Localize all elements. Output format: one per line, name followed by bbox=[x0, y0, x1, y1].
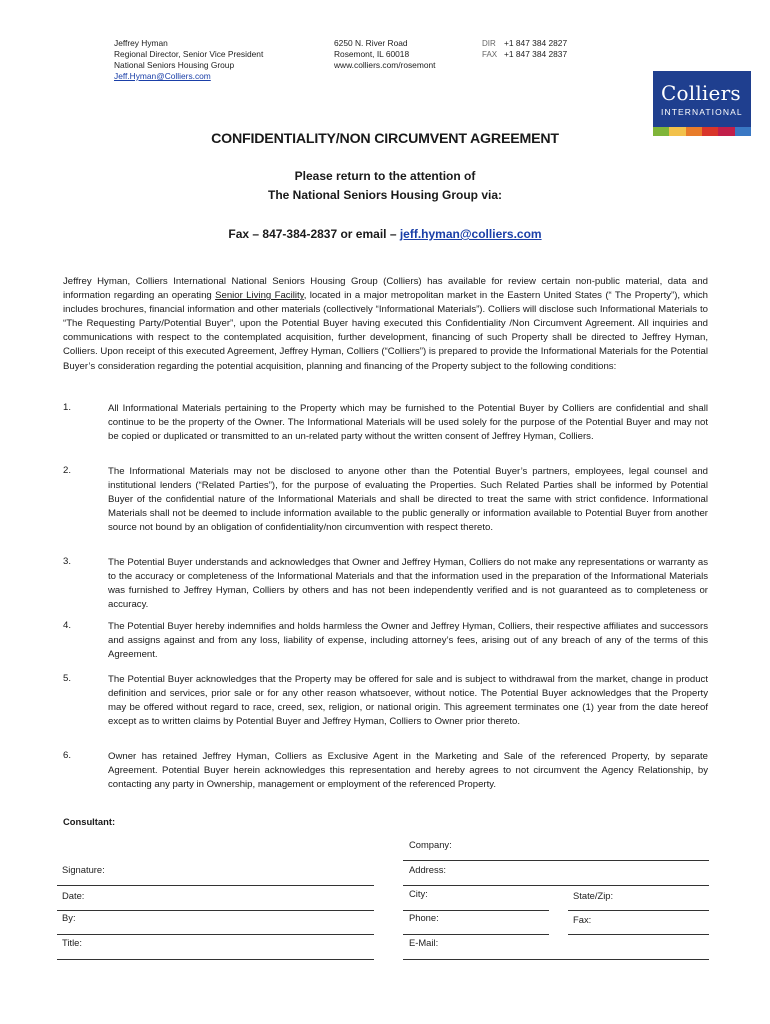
fax-field[interactable] bbox=[568, 934, 709, 935]
contact-email-link[interactable]: jeff.hyman@colliers.com bbox=[399, 227, 542, 241]
dir-label: DIR bbox=[482, 39, 496, 48]
city-label: City: bbox=[409, 888, 428, 899]
date-label: Date: bbox=[62, 890, 85, 901]
fax-label: FAX bbox=[482, 50, 498, 59]
clause-number: 3. bbox=[63, 556, 72, 567]
state-zip-field[interactable] bbox=[568, 910, 709, 911]
clause-number: 2. bbox=[63, 465, 72, 476]
address-field[interactable] bbox=[403, 885, 709, 886]
company-field[interactable] bbox=[403, 860, 709, 861]
sender-group: National Seniors Housing Group bbox=[114, 60, 235, 70]
phone-label: Phone: bbox=[409, 912, 439, 923]
contact-prefix: Fax – 847-384-2837 or email – bbox=[228, 227, 400, 241]
colliers-logo bbox=[653, 71, 751, 136]
contact-line bbox=[0, 227, 770, 241]
sender-position: Regional Director, Senior Vice President bbox=[114, 49, 264, 59]
address-label: Address: bbox=[409, 864, 446, 875]
clause-text: Owner has retained Jeffrey Hyman, Colliers as Exclusive Agent in the Marketing and Sale of the referenced Property, by separate Agreement. Potential Buyer herein acknowledges this representation and hereby agrees to not circumvent the Agency Relationship, by contacting any party in Ownership, management or employment of the referenced Property. bbox=[108, 751, 708, 791]
document-title: CONFIDENTIALITY/NON CIRCUMVENT AGREEMENT bbox=[211, 131, 559, 147]
office-address bbox=[334, 38, 484, 71]
address-line-1: 6250 N. River Road bbox=[334, 38, 408, 48]
dir-number: +1 847 384 2827 bbox=[504, 38, 568, 48]
sender-info bbox=[114, 38, 314, 82]
email-field[interactable] bbox=[403, 959, 709, 960]
state-zip-label: State/Zip: bbox=[573, 890, 614, 901]
intro-text-1: Jeffrey Hyman, Colliers International National Seniors Housing Group (Colliers) has available for review certain non-public material, data and information regarding an operating bbox=[63, 276, 708, 302]
city-field[interactable] bbox=[403, 910, 549, 911]
email-label: E-Mail: bbox=[409, 937, 439, 948]
clause-number: 6. bbox=[63, 750, 72, 761]
clause-number: 5. bbox=[63, 673, 72, 684]
fax-label: Fax: bbox=[573, 914, 592, 925]
title-field[interactable] bbox=[57, 959, 374, 960]
phone-field[interactable] bbox=[403, 934, 549, 935]
fax-number: +1 847 384 2837 bbox=[504, 49, 568, 59]
clause-text: The Potential Buyer understands and acknowledges that Owner and Jeffrey Hyman, Colliers do not make any representations or warranty as to the accuracy or completeness of the Informational Materials and that the information used in the preparation of the Informational Materials was furnished to Jeffrey Hyman, Colliers by others and has not been independently verified and is not guaranteed as to completeness or accuracy. bbox=[108, 557, 708, 611]
intro-underlined: Senior Living Facility bbox=[215, 290, 304, 302]
clause-text: The Potential Buyer hereby indemnifies and holds harmless the Owner and Jeffrey Hyman, Colliers, their respective affiliates and successors and assigns against and from any loss, liability of expense, including attorney’s fees, arising out of any breach of any of the terms of this Agreement. bbox=[108, 621, 708, 661]
return-line-2: The National Seniors Housing Group via: bbox=[267, 188, 503, 202]
by-field[interactable] bbox=[57, 934, 374, 935]
address-line-2: Rosemont, IL 60018 bbox=[334, 49, 410, 59]
phone-info bbox=[482, 38, 592, 60]
return-line-1: Please return to the attention of bbox=[294, 169, 476, 183]
signature-field[interactable] bbox=[57, 885, 374, 886]
clause-text: The Potential Buyer acknowledges that the Property may be offered for sale and is subject to withdrawal from the market, change in product definition and services, prior sale or for any other reason whatsoever, without notice. The Potential Buyer acknowledges that the Property may be offered without regard to race, creed, sex, religion, or national origin. This agreement terminates one (1) year from the date hereof except as to written claims by Potential Buyer and Jeffrey Hyman, Colliers to Owner prior thereto. bbox=[108, 674, 708, 728]
date-field[interactable] bbox=[57, 910, 374, 911]
clause-text: All Informational Materials pertaining to the Property which may be furnished to the Potential Buyer by Colliers are confidential and shall continue to be the property of the Owner. The Informational Materials will be used solely for the purpose of the Potential Buyer and may not be copied or duplicated or transmitted to an un-related party without the written consent of Jeffrey Hyman, Colliers. bbox=[108, 403, 708, 443]
logo-word: Colliers bbox=[661, 81, 741, 105]
clause-text: The Informational Materials may not be disclosed to anyone other than the Potential Buyer’s partners, employees, legal counsel and institutional lenders (“Related Parties”), for the purpose of evaluating the Properties. Such Related Parties shall be informed by Potential Buyer of the confidential nature of the Informational Materials and shall be directed to treat the same with strict confidence. Informational Materials shall not be deemed to include information available to the public generally or information available to Potential Buyer from another source not bound by an obligation of confidentiality/non circumvention with respect thereto. bbox=[108, 466, 708, 534]
logo-sub: INTERNATIONAL bbox=[661, 107, 743, 117]
intro-paragraph bbox=[63, 275, 708, 374]
consultant-label: Consultant: bbox=[63, 816, 116, 827]
clause-number: 1. bbox=[63, 402, 72, 413]
clause-number: 4. bbox=[63, 620, 72, 631]
sender-name: Jeffrey Hyman bbox=[114, 38, 168, 48]
company-label: Company: bbox=[409, 839, 452, 850]
signature-label: Signature: bbox=[62, 864, 105, 875]
title-label: Title: bbox=[62, 937, 82, 948]
sender-email-link[interactable]: Jeff.Hyman@Colliers.com bbox=[114, 71, 211, 81]
by-label: By: bbox=[62, 912, 76, 923]
intro-text-2: , located in a major metropolitan market in the Eastern United States (“ The Property”), which includes brochures, financial information and other materials (collectively “Informational Materials”). Colliers will disclose such Informational Materials to “The Requesting Party/Potential Buyer”, upon the Potential Buyer having executed this Confidentiality /Non Circumvent Agreement. All inquiries and communications with respect to the contemplated acquisition, further development, financing of such Property shall be directed to Jeffrey Hyman, Colliers. Upon receipt of this executed Agreement, Jeffrey Hyman, Colliers (“Colliers”) is prepared to provide the Informational Materials for the Potential Buyer’s consideration regarding the potential acquisition, planning and financing of the Property subject to the following conditions: bbox=[63, 290, 708, 372]
website-text: www.colliers.com/rosemont bbox=[334, 60, 436, 70]
